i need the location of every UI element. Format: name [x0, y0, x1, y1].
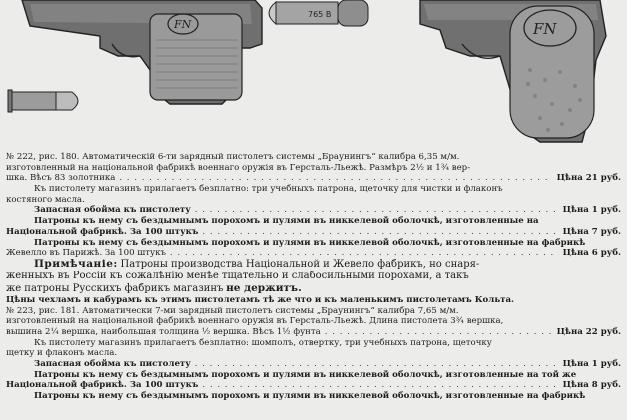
line-text: щетку и флаконъ масла.	[6, 348, 118, 359]
line-text: Національной фабрикѣ. За 100 штукъ	[6, 380, 199, 391]
price: Цѣна 22 руб.	[556, 326, 621, 337]
text-line	[6, 348, 621, 359]
note-line	[6, 283, 621, 295]
line-text: изготовленный на національной фабрикѣ военнаго оружія въ Герсталь-Льежѣ. Размѣръ 2½ и 1¾ вер-	[6, 162, 471, 173]
line-text: же патроны Русскихъ фабрикъ магазинъ	[6, 282, 224, 294]
text-line	[6, 205, 621, 216]
line-text: Цѣны чехламъ и кабурамъ къ этимъ пистолетамъ тѣ же что и къ маленькимъ пистолетамъ Кольта.	[6, 294, 515, 305]
emphasis: не держитъ.	[226, 282, 302, 294]
note-line	[6, 259, 621, 271]
cartridge-image-left	[8, 90, 78, 112]
price: Цѣна 8 руб.	[562, 380, 621, 391]
text-line	[6, 195, 621, 206]
text-line	[6, 295, 621, 306]
line-text: Патроны къ нему съ бездымнымъ порохомъ и пулями въ никкелевой оболочкѣ, изготовленные на	[34, 216, 539, 227]
text-line	[6, 306, 621, 317]
line-text: вышина 2¼ вершка, наибольшая толщина ½ вершка. Вѣсъ 1½ фунта	[6, 326, 321, 337]
text-line	[6, 248, 621, 259]
text-line	[6, 316, 621, 327]
price: Цѣна 21 руб.	[556, 173, 621, 184]
line-text: Патроны къ нему съ бездымнымъ порохомъ и пулями въ никкелевой оболочкѣ, изготовленные на той же	[34, 369, 577, 380]
line-text: № 223, рис. 181. Автоматически 7-ми зарядный пистолетъ системы „Браунингъ“ калибра 7,65 м/м.	[6, 305, 459, 316]
cartridge-image-right	[269, 0, 368, 26]
line-text: женныхъ въ Россіи къ сожалѣнію менѣе тщательно и слабосильными порохами, а такъ	[6, 270, 469, 281]
line-text: Запасная обойма къ пистолету	[34, 205, 191, 216]
line-text: Къ пистолету магазинъ прилагаетъ безплатно: три учебныхъ патрона, щеточку для чистки и флаконъ	[34, 184, 503, 195]
text-line	[6, 184, 621, 195]
text-line	[6, 359, 621, 370]
pistol-illustrations	[0, 0, 627, 150]
line-text: Патроны къ нему съ бездымнымъ порохомъ и пулями въ никкелевой оболочкѣ, изготовленные на фабрикѣ	[34, 391, 586, 402]
price: Цѣна 1 руб.	[562, 359, 621, 369]
line-text: Жевелло въ Парижѣ. За 100 штукъ	[6, 248, 166, 259]
svg-text:FN: FN	[533, 20, 557, 38]
line-text: Патроны производства Національной и Жевело фабрикъ, но снаря-	[120, 258, 480, 270]
line-text: Запасная обойма къ пистолету	[34, 359, 191, 369]
pistol-181-image	[420, 0, 606, 142]
line-text: Къ пистолету магазинъ прилагаетъ безплатно: шомполъ, отвертку, три учебныхъ патрона, щеточку	[34, 337, 492, 348]
line-text: Національной фабрикѣ. За 100 штукъ	[6, 226, 199, 237]
pistol-180-image	[22, 0, 262, 104]
price: Цѣна 1 руб.	[562, 205, 621, 216]
text-line	[6, 370, 621, 381]
text-line	[6, 163, 621, 174]
text-line	[6, 227, 621, 238]
text-line	[6, 380, 621, 391]
line-text: костяного масла.	[6, 194, 85, 205]
line-text: № 222, рис. 180. Автоматическій 6-ти зарядный пистолетъ системы „Браунингъ“ калибра 6,35 м/м.	[6, 152, 460, 162]
note-line	[6, 271, 621, 283]
price: Цѣна 7 руб.	[562, 226, 621, 237]
catalog-text	[6, 152, 621, 402]
text-line	[6, 152, 621, 163]
cartridge-mark: 765 B	[308, 10, 332, 19]
note-heading: Примѣчаніе:	[34, 258, 118, 270]
text-line	[6, 173, 621, 184]
text-line	[6, 338, 621, 349]
text-line	[6, 327, 621, 338]
price: Цѣна 6 руб.	[562, 248, 621, 259]
line-text: изготовленный на національной фабрикѣ военнаго оружія въ Герсталь-Льежѣ. Длина пистолета 3¾ вершка,	[6, 316, 504, 327]
svg-text:FN: FN	[174, 18, 192, 31]
line-text: шка. Вѣсъ 83 золотника	[6, 173, 116, 184]
text-line	[6, 238, 621, 249]
text-line	[6, 216, 621, 227]
line-text: Патроны къ нему съ бездымнымъ порохомъ и пулями въ никкелевой оболочкѣ, изготовленные на фабрикѣ	[34, 237, 586, 248]
text-line	[6, 391, 621, 402]
